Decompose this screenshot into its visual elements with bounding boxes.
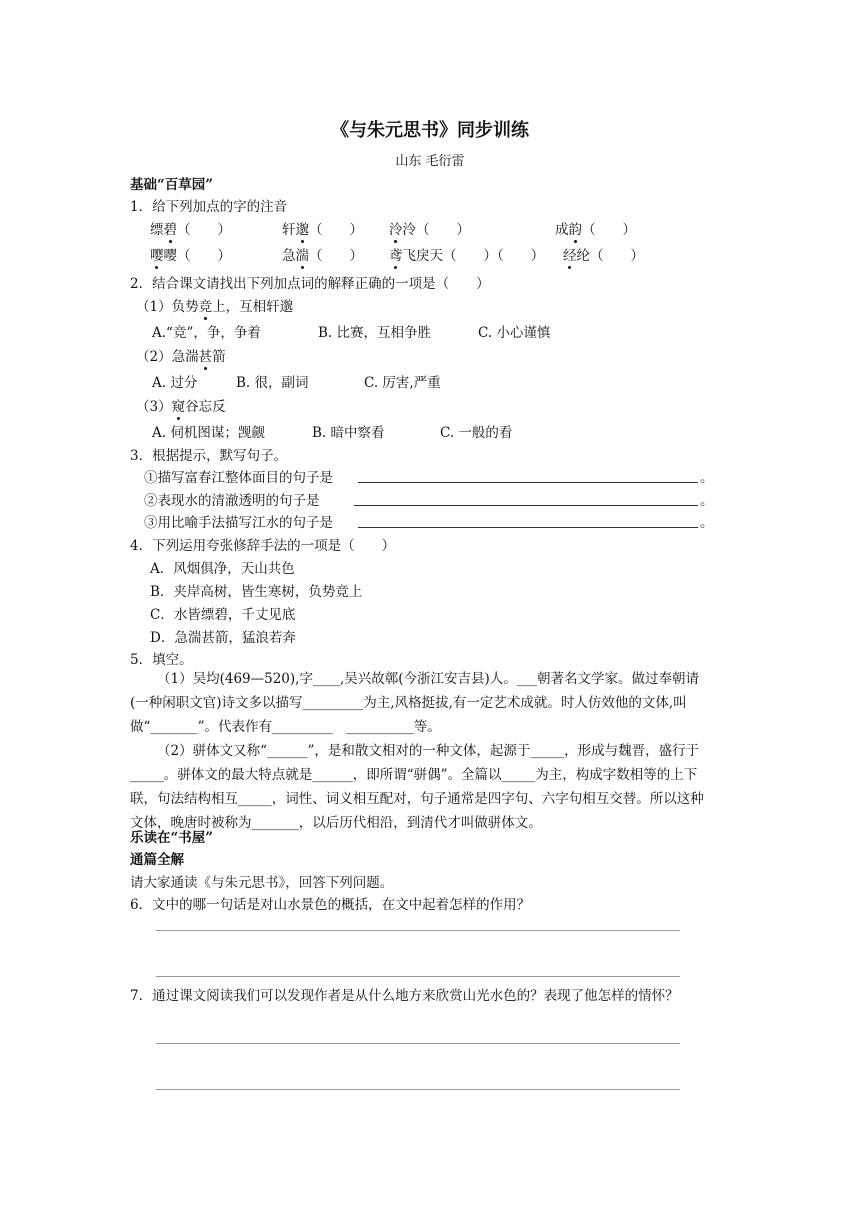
- q1-item: 嘤嘤（ ）: [150, 248, 231, 264]
- q3-stem: 3．根据提示，默写句子。: [130, 448, 288, 464]
- dotted-char: 嘤: [150, 248, 164, 264]
- answer-line[interactable]: [156, 930, 680, 931]
- option-a: A. 过分: [152, 375, 198, 391]
- option-a: A.“竞”，争，争着: [152, 325, 261, 341]
- option-c: C. 小心谨慎: [478, 325, 551, 341]
- section-subheading: 通篇全解: [130, 852, 184, 868]
- q5-stem: 5．填空。: [130, 652, 193, 668]
- dotted-char: 经: [563, 248, 577, 264]
- q4-stem: 4．下列运用夸张修辞手法的一项是（ ）: [130, 538, 396, 554]
- dotted-char: 碧: [163, 222, 177, 238]
- author-line: 山东 毛衍雷: [395, 154, 465, 169]
- q1-stem: 1．给下列加点的字的注音: [130, 199, 288, 215]
- section-heading-reading: 乐读在“书屋”: [130, 830, 214, 846]
- option-d: D．急湍甚箭，猛浪若奔: [150, 630, 296, 646]
- answer-line[interactable]: [358, 482, 698, 483]
- q1-item: 轩邈（ ）: [282, 222, 363, 238]
- dotted-char: 鸢: [389, 248, 403, 264]
- page-title: 《与朱元思书》同步训练: [331, 120, 529, 141]
- answer-line[interactable]: [156, 976, 680, 977]
- q3-line-end: 。: [700, 470, 714, 486]
- dotted-char: 窥: [171, 399, 186, 415]
- section-heading-basics: 基础“百草园”: [130, 177, 214, 193]
- dotted-char: 韵: [568, 222, 582, 238]
- q2-subquestion: （2）急湍甚箭: [136, 349, 226, 365]
- dotted-char: 邈: [295, 222, 309, 238]
- option-b: B．夹岸高树，皆生寒树，负势竞上: [150, 584, 363, 600]
- q2-subquestion: （3）窥谷忘反: [136, 399, 226, 415]
- option-a: A. 伺机图谋；觊觎: [152, 425, 265, 441]
- dotted-char: 甚: [198, 349, 213, 365]
- q7-stem: 7．通过课文阅读我们可以发现作者是从什么地方来欣赏山光水色的？表现了他怎样的情怀？: [130, 988, 679, 1004]
- option-b: B. 比赛，互相争胜: [318, 325, 432, 341]
- dotted-char: 竞: [198, 299, 213, 315]
- reading-instruction: 请大家通读《与朱元思书》，回答下列问题。: [130, 875, 394, 891]
- dotted-char: 湍: [295, 248, 309, 264]
- option-c: C. 厉害,严重: [364, 375, 441, 391]
- q1-item: 急湍（ ）: [282, 248, 363, 264]
- q5-paragraph-1: （1）吴均(469—520),字____,吴兴故鄣(今浙江安吉县)人。___朝著名文学家。做过奉朝请(一种闲职文官)诗文多以描写_________为主,风格挺拔,有一定艺术成就。时人仿效他的文体,叫做“_______”。代表作有_________ __________等。: [130, 671, 700, 735]
- q5-paragraph-2: （2）骈体文又称“______”，是和散文相对的一种文体，起源于_____，形成与魏晋，盛行于_____。骈体文的最大特点就是______，即所谓“骈偶”。全篇以_____为主，构成字数相等的上下联，句法结构相互_____，词性、词义相互配对，句子通常是四字句、六字句相互交替。所以这种文体，晚唐时被称为_______，以后历代相沿，到清代才叫做骈体文。: [130, 743, 704, 831]
- dotted-char: 泠: [389, 222, 403, 238]
- q1-item: 缥碧（ ）: [150, 222, 231, 238]
- q3-line: ②表现水的清澈透明的句子是: [144, 493, 320, 509]
- q1-item: 泠泠（ ）: [389, 222, 470, 238]
- answer-line[interactable]: [358, 527, 698, 528]
- q3-line-end: 。: [700, 515, 714, 531]
- q1-item: 鸢飞戾天（ ）（ ）: [389, 248, 545, 264]
- q3-line: ③用比喻手法描写江水的句子是: [144, 515, 333, 531]
- q6-stem: 6．文中的哪一句话是对山水景色的概括，在文中起着怎样的作用？: [130, 897, 531, 913]
- answer-line[interactable]: [354, 505, 698, 506]
- q1-item: 成韵（ ）: [555, 222, 636, 238]
- option-b: B. 很，副词: [236, 375, 309, 391]
- option-b: B. 暗中察看: [312, 425, 385, 441]
- option-c: C．水皆缥碧，千丈见底: [150, 607, 296, 623]
- answer-line[interactable]: [156, 1043, 680, 1044]
- option-c: C. 一般的看: [440, 425, 513, 441]
- answer-line[interactable]: [156, 1089, 680, 1090]
- option-a: A．风烟俱净，天山共色: [150, 561, 295, 577]
- q2-stem: 2．结合课文请找出下列加点词的解释正确的一项是（ ）: [130, 276, 490, 292]
- q3-line-end: 。: [700, 493, 714, 509]
- q3-line: ①描写富春江整体面目的句子是: [144, 470, 333, 486]
- q2-subquestion: （1）负势竞上，互相轩邈: [136, 299, 294, 315]
- q1-item: 经纶（ ）: [563, 248, 644, 264]
